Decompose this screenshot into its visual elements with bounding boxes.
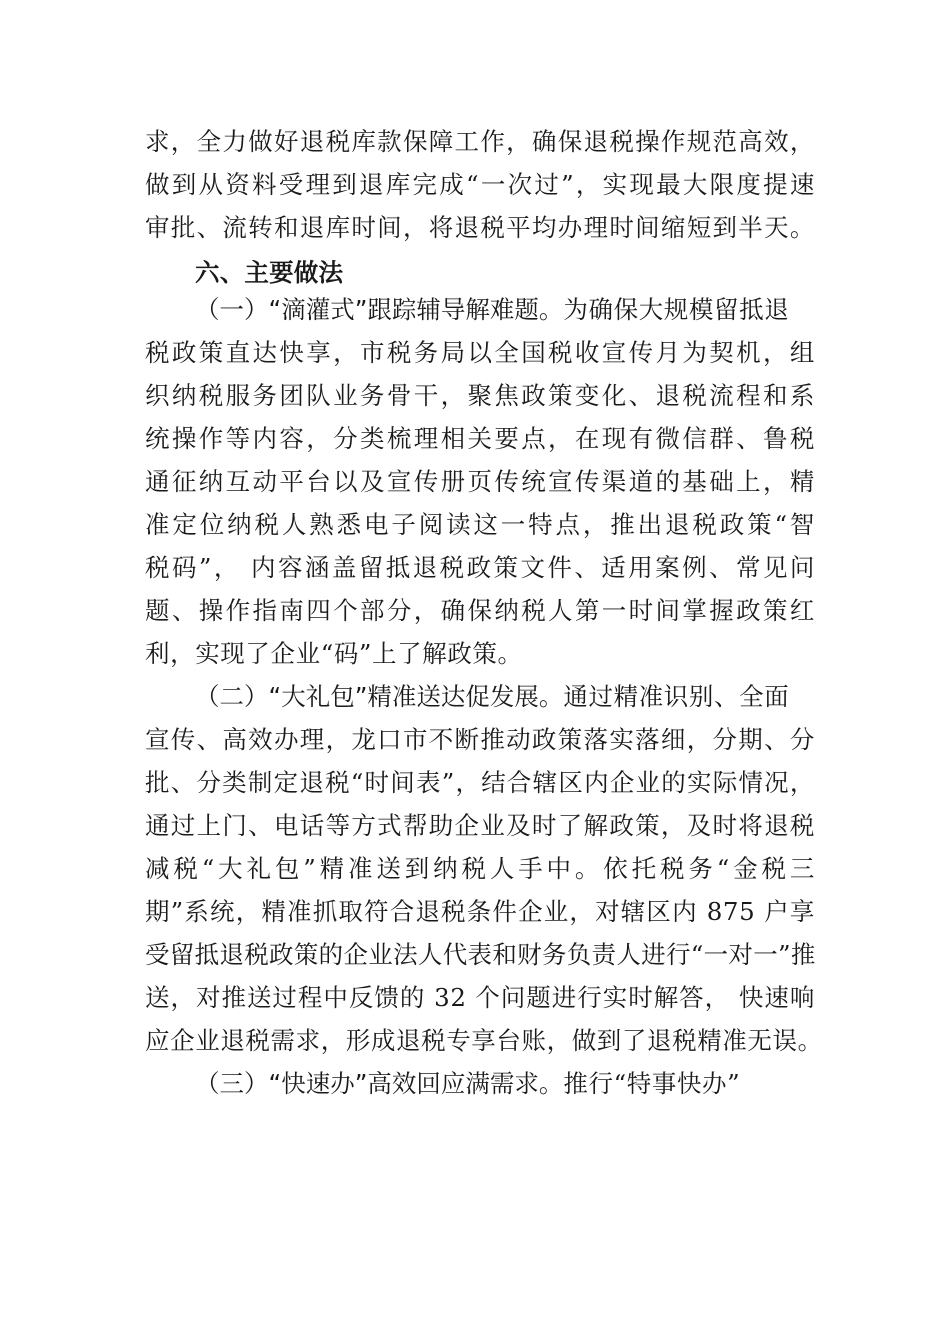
subsection-1-title: （一）“滴灌式”跟踪辅导解难题。 [195, 295, 564, 324]
paragraph-line: 期”系统，精准抓取符合退税条件企业，对辖区内 875 户享 [145, 897, 815, 926]
paragraph-line: 题、操作指南四个部分，确保纳税人第一时间掌握政策红 [145, 596, 815, 625]
paragraph-line: 织纳税服务团队业务骨干，聚焦政策变化、退税流程和系 [145, 381, 815, 410]
subsection-3-first-line [195, 1069, 815, 1099]
paragraph-line: 利，实现了企业“码”上了解政策。 [145, 639, 523, 668]
paragraph-line: 统操作等内容，分类梳理相关要点，在现有微信群、鲁税 [145, 424, 815, 453]
paragraph-line: 做到从资料受理到退库完成“一次过”，实现最大限度提速 [145, 170, 815, 199]
paragraph-line: 税码”， 内容涵盖留抵退税政策文件、适用案例、常见问 [145, 553, 815, 582]
paragraph-line: 受留抵退税政策的企业法人代表和财务负责人进行“一对一”推 [145, 940, 815, 969]
paragraph-line: 宣传、高效办理，龙口市不断推动政策落实落细，分期、分 [145, 725, 815, 754]
subsection-3-title: （三）“快速办”高效回应满需求。 [195, 1069, 564, 1098]
subsection-2-text: 通过精准识别、全面 [563, 682, 790, 711]
subsection-1-text: 为确保大规模留抵退 [563, 295, 790, 324]
subsection-1-first-line [195, 295, 815, 325]
subsection-3-text: 推行“特事快办” [563, 1069, 741, 1098]
paragraph-line: 通征纳互动平台以及宣传册页传统宣传渠道的基础上，精 [145, 467, 815, 496]
paragraph-line: 减税“大礼包”精准送到纳税人手中。依托税务“金税三 [145, 854, 815, 883]
paragraph-line: 准定位纳税人熟悉电子阅读这一特点，推出退税政策“智 [145, 510, 815, 539]
paragraph-line: 批、分类制定退税“时间表”，结合辖区内企业的实际情况， [145, 768, 815, 797]
paragraph-line: 通过上门、电话等方式帮助企业及时了解政策，及时将退税 [145, 811, 815, 840]
paragraph-line: 应企业退税需求，形成退税专享台账，做到了退税精准无误。 [145, 1026, 823, 1055]
subsection-2-first-line [195, 682, 815, 712]
paragraph-line: 求，全力做好退税库款保障工作，确保退税操作规范高效， [145, 127, 815, 156]
paragraph-line: 送，对推送过程中反馈的 32 个问题进行实时解答， 快速响 [145, 983, 815, 1012]
paragraph-line: 税政策直达快享，市税务局以全国税收宣传月为契机，组 [145, 338, 815, 367]
subsection-2-title: （二）“大礼包”精准送达促发展。 [195, 682, 564, 711]
paragraph-line: 审批、流转和退库时间，将退税平均办理时间缩短到半天。 [145, 213, 815, 242]
section-heading: 六、主要做法 [195, 258, 344, 287]
